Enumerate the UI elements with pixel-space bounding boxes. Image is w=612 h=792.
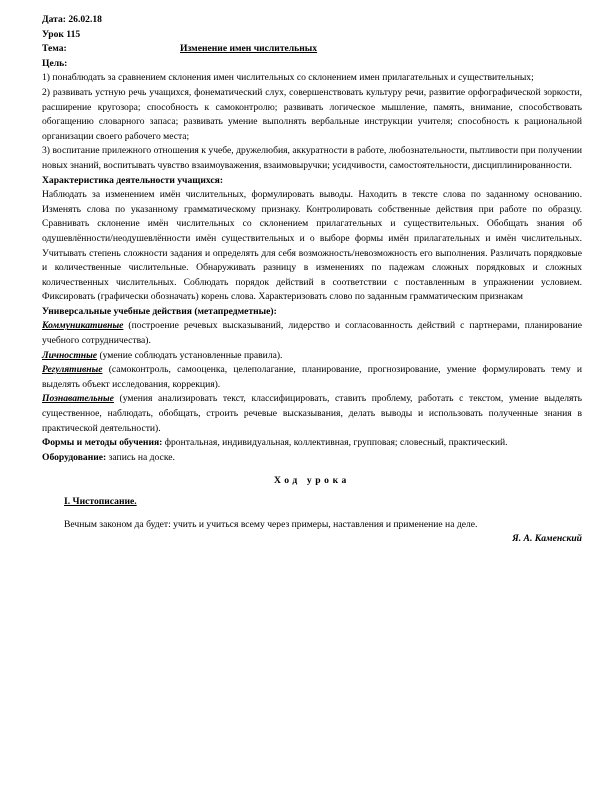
goal-item-1: 1) понаблюдать за сравнением склонения имен числительных со склонением имен прилагательных и существительных; [42,72,534,84]
lesson-plan-title: Ход урока [274,475,350,487]
lesson-date: Дата: 26.02.18 [42,14,102,25]
communicative-label: Коммуникативные [42,320,124,332]
forms-methods [42,436,582,451]
forms-label: Формы и методы обучения: [42,437,163,449]
uud-personal [42,349,582,364]
epigraph-author: Я. А. Каменский [512,533,582,545]
uud-communicative [42,319,582,348]
regulative-label: Регулятивные [42,364,103,376]
topic-label: Тема: [42,43,67,55]
goal-item-3: 3) воспитание прилежного отношения к учебе, дружелюбия, аккуратности в работе, любознательности, пытливости при получении новых знаний, воспитывать чувство взаимоуважения, взаимовыручки; усидчивости, самостоятельности, дисциплинированности. [42,145,582,171]
personal-label: Личностные [42,349,98,361]
goals-title: Цель: [42,57,68,69]
activity-title: Характеристика деятельности учащихся: [42,174,224,186]
lesson-number: Урок 115 [42,28,81,40]
cognitive-label: Познавательные [42,393,114,405]
activity-text: Наблюдать за изменением имён числительных, формулировать выводы. Находить в тексте слова по заданному основанию. Изменять слова по указанному грамматическому признаку. Контролировать собственные действия при работе по образцу. Сравнивать склонение имён числительных со склонением прилагательных и существительных. Обобщать знания об одушевлённости/неодушевлённости имён существительных и о выборе формы имён прилагательных и имён числительных. Учитывать степень сложности задания и определять для себя возможность/невозможность его выполнения. Различать порядковые и количественные числительные. Обнаруживать разницу в изменениях по падежам сложных порядковых и сложных количественных числительных. Соблюдать порядок действий в соответствии с поставленным в упражнении условием. Фиксировать (графически обозначать) корень слова. Характеризовать слово по заданным грамматическим признакам [42,189,582,303]
personal-text: (умение соблюдать установленные правила). [97,349,283,361]
equipment-text: запись на доске. [106,451,175,463]
communicative-text: (построение речевых высказываний, лидерство и согласованность действий с партнерами, планирование учебного сотрудничества). [42,320,582,347]
equipment [42,451,582,466]
document-page [42,13,582,547]
section-calligraphy-title: I. Чистописание. [64,496,137,507]
goal-item-2: 2) развивать устную речь учащихся, фонематический слух, совершенствовать культуру речи, развитие орфографической зоркости, расширение кругозора; способность к самоконтролю; развивать логическое мышление, память, внимание, способствовать обогащению словарного запаса; развивать умение выполнять вербальные инструкции учителя; способность к рациональной организации своего рабочего места; [42,86,582,142]
uud-regulative [42,363,582,392]
equipment-label: Оборудование: [42,451,107,463]
topic-row [42,42,582,57]
uud-cognitive [42,392,582,436]
uud-title: Универсальные учебные действия (метапредметные): [42,305,277,317]
forms-text: фронтальная, индивидуальная, коллективная, групповая; словесный, практический. [162,437,508,449]
cognitive-text: (умения анализировать текст, классифицировать, ставить проблему, работать с текстом, умение выделять существенное, наблюдать, обобщать, строить речевые высказывания, делать выводы и использовать полученные знания в практической деятельности). [42,393,582,434]
epigraph-quote: Вечным законом да будет: учить и учиться всему через примеры, наставления и применение на деле. [64,518,478,530]
topic-title: Изменение имен числительных [180,43,318,55]
regulative-text: (самоконтроль, самооценка, целеполагание, планирование, прогнозирование, умение формулировать тему и выделять объект исследования, коррекция). [42,364,582,390]
